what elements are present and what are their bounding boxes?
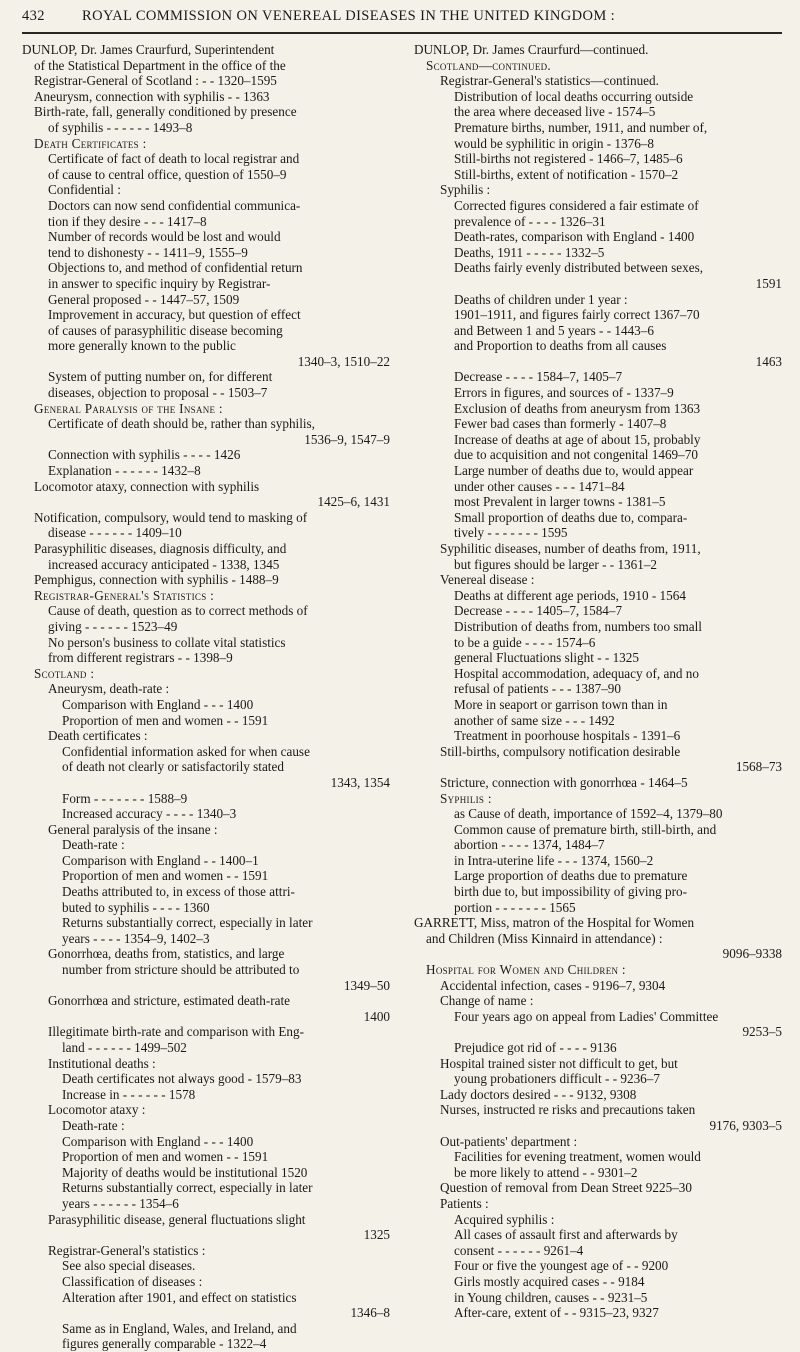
page-header	[22, 8, 782, 28]
index-line: Increase of deaths at age of about 15, probably	[454, 431, 701, 447]
index-line: Parasyphilitic disease, general fluctuations slight	[48, 1211, 306, 1227]
index-line: 1901–1911, and figures fairly correct 1367–70	[454, 307, 700, 323]
index-line: 9253–5	[742, 1024, 782, 1040]
index-line: 9176, 9303–5	[709, 1117, 782, 1133]
index-line: Institutional deaths :	[48, 1055, 156, 1071]
index-line: Scotland—continued.	[426, 57, 552, 73]
index-line: 1400	[363, 1008, 390, 1024]
index-line: Large number of deaths due to, would appear	[454, 463, 694, 479]
index-line: land - - - - - - 1499–502	[62, 1040, 187, 1055]
index-line: Form - - - - - - - 1588–9	[62, 790, 188, 806]
index-line: most Prevalent in larger towns - 1381–5	[454, 494, 666, 510]
index-line: Death certificates :	[48, 728, 148, 744]
index-line: Lady doctors desired - - - 9132, 9308	[440, 1086, 637, 1102]
index-line: Death-rate :	[62, 837, 125, 853]
index-line: Confidential :	[48, 182, 121, 198]
index-line: tend to dishonesty - - 1411–9, 1555–9	[48, 244, 248, 260]
index-line: tion if they desire - - - 1417–8	[48, 213, 207, 229]
index-line: Change of name :	[440, 993, 534, 1009]
index-line: Locomotor ataxy, connection with syphilis	[34, 478, 260, 494]
index-line: No person's business to collate vital statistics	[48, 634, 286, 650]
index-line: Improvement in accuracy, but question of effect	[48, 307, 301, 323]
index-line: due to acquisition and not congenital 1469–70	[454, 447, 698, 463]
index-line: Number of records would be lost and would	[48, 229, 281, 245]
index-line: Pemphigus, connection with syphilis - 1488–9	[34, 572, 279, 588]
index-line: Certificate of death should be, rather than syphilis,	[48, 416, 315, 432]
index-line: Deaths attributed to, in excess of those attri-	[62, 884, 295, 900]
index-line: Four years ago on appeal from Ladies' Committee	[454, 1008, 719, 1024]
index-line: Returns substantially correct, especially in later	[62, 915, 313, 931]
index-line: Exclusion of deaths from aneurysm from 1363	[454, 400, 701, 416]
index-line: Hospital accommodation, adequacy of, and no	[454, 665, 699, 681]
index-line: Registrar-General's statistics—continued.	[440, 73, 659, 89]
page-number: 432	[22, 8, 45, 24]
index-line: Premature births, number, 1911, and number of,	[454, 119, 708, 135]
index-line: would be syphilitic in origin - 1376–8	[454, 135, 654, 151]
index-line: Prejudice got rid of - - - - 9136	[454, 1040, 617, 1055]
index-line: Returns substantially correct, especially in later	[62, 1180, 313, 1196]
index-line: Same as in England, Wales, and Ireland, and	[62, 1320, 297, 1336]
index-line: 1536–9, 1547–9	[304, 431, 390, 447]
index-line: and Between 1 and 5 years - - 1443–6	[454, 322, 654, 338]
index-line: Distribution of local deaths occurring outside	[454, 88, 694, 104]
index-line: Corrected figures considered a fair estimate of	[454, 197, 699, 213]
index-line: 1346–8	[350, 1305, 390, 1321]
index-line: Connection with syphilis - - - - 1426	[48, 447, 241, 463]
index-line: figures generally comparable - 1322–4	[62, 1336, 267, 1352]
index-line: Comparison with England - - - 1400	[62, 696, 254, 712]
index-line: After-care, extent of - - 9315–23, 9327	[454, 1305, 659, 1321]
index-line: General Paralysis of the Insane :	[34, 400, 223, 416]
index-line: portion - - - - - - - 1565	[454, 899, 576, 915]
index-line: Girls mostly acquired cases - - 9184	[454, 1273, 645, 1289]
index-line: Errors in figures, and sources of - 1337–9	[454, 385, 674, 401]
index-line: Stricture, connection with gonorrhœa - 1464–5	[440, 774, 688, 790]
index-line: Death-rates, comparison with England - 1400	[454, 229, 695, 245]
index-line: Four or five the youngest age of - - 9200	[454, 1258, 669, 1274]
index-line: Question of removal from Dean Street 9225–30	[440, 1180, 692, 1196]
index-line: general Fluctuations slight - - 1325	[454, 650, 639, 666]
index-line: 1325	[363, 1227, 390, 1243]
index-line: Doctors can now send confidential communica-	[48, 197, 301, 213]
header-rule	[22, 32, 782, 34]
index-line: Decrease - - - - 1584–7, 1405–7	[454, 369, 623, 385]
index-line: of causes of parasyphilitic disease becoming	[48, 322, 283, 338]
index-line: Nurses, instructed re risks and precautions taken	[440, 1102, 696, 1118]
index-line: Out-patients' department :	[440, 1133, 578, 1149]
index-line: increased accuracy anticipated - 1338, 1345	[48, 556, 280, 572]
index-line: Majority of deaths would be institutional 1520	[62, 1164, 308, 1180]
index-line: Still-births not registered - 1466–7, 1485–6	[454, 151, 683, 167]
index-line: Common cause of premature birth, still-birth, and	[454, 821, 717, 837]
index-line: Deaths at different age periods, 1910 - 1564	[454, 587, 686, 603]
index-line: Accidental infection, cases - 9196–7, 9304	[440, 977, 666, 993]
index-line: Large proportion of deaths due to premature	[454, 868, 688, 884]
index-line: System of putting number on, for different	[48, 369, 273, 385]
index-line: Objections to, and method of confidential return	[48, 260, 303, 276]
index-line: and Proportion to deaths from all causes	[454, 338, 667, 354]
index-line: in answer to specific inquiry by Registrar-	[48, 275, 271, 291]
index-line: See also special diseases.	[62, 1258, 196, 1274]
index-line: of the Statistical Department in the office of the	[34, 57, 286, 73]
index-line: disease - - - - - - 1409–10	[48, 525, 182, 541]
index-line: Syphilis :	[440, 182, 491, 198]
index-line: Death-rate :	[62, 1117, 125, 1133]
index-line: Hospital trained sister not difficult to get, but	[440, 1055, 678, 1071]
index-line: of cause to central office, question of 1550–9	[48, 166, 287, 182]
index-line: refusal of patients - - - 1387–90	[454, 681, 621, 697]
index-line: as Cause of death, importance of 1592–4, 1379–80	[454, 806, 723, 822]
index-line: All cases of assault first and afterwards by	[454, 1227, 678, 1243]
index-line: Death Certificates :	[34, 135, 147, 151]
index-line: under other causes - - - 1471–84	[454, 478, 625, 494]
index-line: prevalence of - - - - 1326–31	[454, 213, 606, 229]
index-line: Parasyphilitic diseases, diagnosis difficulty, and	[34, 541, 287, 556]
index-line: More in seaport or garrison town than in	[454, 696, 668, 712]
index-line: Proportion of men and women - - 1591	[62, 1149, 269, 1165]
index-line: tively - - - - - - - 1595	[454, 525, 568, 541]
index-line: Birth-rate, fall, generally conditioned by presence	[34, 104, 297, 120]
index-line: Cause of death, question as to correct methods of	[48, 603, 308, 619]
index-line: General proposed - - 1447–57, 1509	[48, 291, 240, 307]
index-line: Confidential information asked for when cause	[62, 743, 310, 759]
index-line: Alteration after 1901, and effect on statistics	[62, 1289, 297, 1305]
index-line: more generally known to the public	[48, 338, 236, 354]
index-line: Illegitimate birth-rate and comparison with Eng-	[48, 1024, 304, 1040]
index-line: birth due to, but impossibility of giving pro-	[454, 884, 687, 900]
index-line: Comparison with England - - - 1400	[62, 1133, 254, 1149]
index-line: Decrease - - - - 1405–7, 1584–7	[454, 603, 623, 619]
index-line: to be a guide - - - - 1574–6	[454, 634, 596, 650]
index-line: years - - - - 1354–9, 1402–3	[62, 930, 210, 946]
index-line: of syphilis - - - - - - 1493–8	[48, 119, 193, 135]
index-line: years - - - - - - 1354–6	[62, 1195, 179, 1211]
index-line: Explanation - - - - - - 1432–8	[48, 463, 201, 479]
index-line: Proportion of men and women - - 1591	[62, 712, 269, 728]
index-line: Venereal disease :	[440, 572, 535, 588]
left-column	[22, 42, 390, 1352]
index-line: Certificate of fact of death to local registrar and	[48, 151, 300, 167]
index-line: in Young children, causes - - 9231–5	[454, 1289, 648, 1305]
index-line: Registrar-General's Statistics :	[34, 587, 215, 603]
index-line: DUNLOP, Dr. James Craurfurd—continued.	[414, 42, 649, 57]
right-column	[414, 42, 782, 1352]
index-line: Aneurysm, connection with syphilis - - 1363	[34, 88, 270, 104]
index-line: Scotland :	[34, 665, 95, 681]
index-line: Acquired syphilis :	[454, 1211, 555, 1227]
index-line: number from stricture should be attributed to	[62, 962, 300, 978]
index-line: Increase in - - - - - - 1578	[62, 1086, 196, 1102]
index-line: Fewer bad cases than formerly - 1407–8	[454, 416, 667, 432]
index-line: Facilities for evening treatment, women would	[454, 1149, 701, 1165]
index-line: 1463	[755, 353, 782, 369]
running-title: ROYAL COMMISSION ON VENEREAL DISEASES IN THE UNITED KINGDOM :	[82, 8, 616, 24]
index-line: GARRETT, Miss, matron of the Hospital for Women	[414, 915, 695, 931]
index-line: 1349–50	[343, 977, 390, 993]
index-line: Registrar-General's statistics :	[48, 1242, 206, 1258]
index-line: Comparison with England - - 1400–1	[62, 852, 259, 868]
index-line: Patients :	[440, 1195, 489, 1211]
index-line: Proportion of men and women - - 1591	[62, 868, 269, 884]
index-line: Syphilitic diseases, number of deaths from, 1911,	[440, 541, 701, 556]
index-line: Treatment in poorhouse hospitals - 1391–6	[454, 728, 681, 744]
index-line: but figures should be larger - - 1361–2	[454, 556, 658, 572]
index-line: 1340–3, 1510–22	[297, 353, 390, 369]
index-line: and Children (Miss Kinnaird in attendance) :	[426, 930, 663, 946]
index-line: Increased accuracy - - - - 1340–3	[62, 806, 237, 822]
index-line: Still-births, extent of notification - 1570–2	[454, 166, 679, 182]
index-line: 1568–73	[735, 759, 782, 775]
index-line: Classification of diseases :	[62, 1273, 203, 1289]
index-line: Hospital for Women and Children :	[426, 962, 626, 978]
index-line: 1591	[755, 275, 782, 291]
index-line: giving - - - - - - 1523–49	[48, 618, 178, 634]
index-line: Locomotor ataxy :	[48, 1102, 146, 1118]
index-line: 1343, 1354	[330, 774, 390, 790]
index-line: General paralysis of the insane :	[48, 821, 218, 837]
index-line: another of same size - - - 1492	[454, 712, 615, 728]
index-line: of death not clearly or satisfactorily stated	[62, 759, 284, 775]
index-line: Notification, compulsory, would tend to masking of	[34, 509, 308, 525]
index-line: Still-births, compulsory notification desirable	[440, 743, 681, 759]
index-line: 1425–6, 1431	[317, 494, 390, 510]
index-line: diseases, objection to proposal - - 1503–7	[48, 385, 268, 401]
index-line: DUNLOP, Dr. James Craurfurd, Superintendent	[22, 42, 275, 57]
index-line: Deaths of children under 1 year :	[454, 291, 628, 307]
index-line: Gonorrhœa and stricture, estimated death-rate	[48, 993, 291, 1009]
index-line: Deaths fairly evenly distributed between sexes,	[454, 260, 704, 276]
index-line: be more likely to attend - - 9301–2	[454, 1164, 638, 1180]
index-line: Deaths, 1911 - - - - - 1332–5	[454, 244, 605, 260]
index-line: Small proportion of deaths due to, compara-	[454, 509, 688, 525]
index-line: in Intra-uterine life - - - 1374, 1560–2	[454, 852, 654, 868]
index-line: young probationers difficult - - 9236–7	[454, 1071, 660, 1087]
index-line: 9096–9338	[722, 946, 782, 962]
index-columns	[22, 42, 782, 1352]
index-line: Death certificates not always good - 1579–83	[62, 1071, 302, 1087]
index-line: Syphilis :	[440, 790, 492, 806]
index-line: Distribution of deaths from, numbers too small	[454, 618, 702, 634]
index-line: the area where deceased live - 1574–5	[454, 104, 656, 120]
index-line: abortion - - - - 1374, 1484–7	[454, 837, 605, 853]
index-line: consent - - - - - - 9261–4	[454, 1242, 584, 1258]
index-line: Gonorrhœa, deaths from, statistics, and large	[48, 946, 285, 962]
index-line: Aneurysm, death-rate :	[48, 681, 170, 697]
index-line: buted to syphilis - - - - 1360	[62, 899, 210, 915]
index-line: from different registrars - - 1398–9	[48, 650, 233, 666]
index-line: Registrar-General of Scotland : - - 1320–1595	[34, 73, 277, 89]
